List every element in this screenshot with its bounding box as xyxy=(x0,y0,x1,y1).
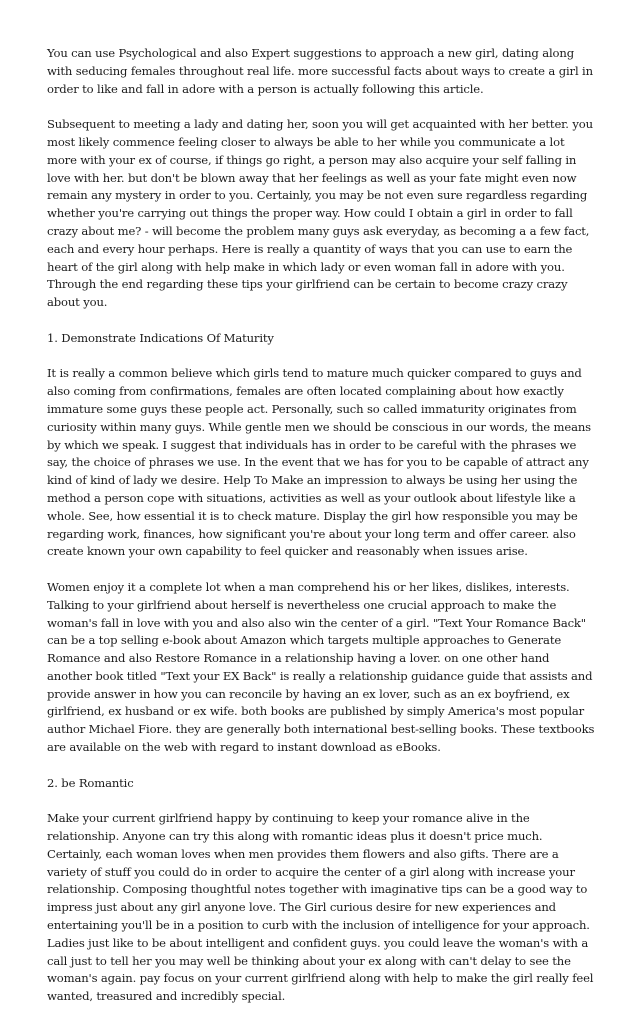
section-heading-maturity: 1. Demonstrate Indications Of Maturity xyxy=(47,330,274,345)
maturity-paragraph: It is really a common believe which girls tend to mature much quicker compared to guys and also coming from confirmations, females are often located complaining about how exactly immature some guys these people act. Personally, such so called immaturity originates from curiosity within many guys. While gentle men we should be conscious in our words, the means by which we speak. I suggest that individuals has in order to be careful with the phrases we say, the choice of phrases we use. In the event that we has for you to be capable of attract any kind of kind of lady we desire. Help To Make an impression to always be using her using the method a person cope with situations, activities as well as your outlook about lifestyle like a whole. See, how essential it is to check mature. Display the girl how responsible you may be regarding work, finances, how significant you're about your long term and offer career. also create known your own capability to feel quicker and reasonably when issues arise. xyxy=(47,366,591,559)
document-page xyxy=(47,45,595,1024)
intro-paragraph: You can use Psychological and also Expert suggestions to approach a new girl, dating along with seducing females throughout real life. more successful facts about ways to create a girl in order to like and fall in adore with a person is actually following this article. xyxy=(47,46,593,96)
romantic-paragraph: Make your current girlfriend happy by continuing to keep your romance alive in the relationship. Anyone can try this along with romantic ideas plus it doesn't price much. Certainly, each woman loves when men provides them flowers and also gifts. There are a variety of stuff you could do in order to acquire the center of a girl along with increase your relationship. Composing thoughtful notes together with imaginative tips can be a good way to impress just about any girl anyone love. The Girl curious desire for new experiences and entertaining you'll be in a position to curb with the inclusion of intelligence for your approach. Ladies just like to be about intelligent and confident guys. you could leave the woman's with a call just to tell her you may well be thinking about your ex along with can't delay to see the woman's again. pay focus on your current girlfriend along with help to make the girl really feel wanted, treasured and incredibly special. xyxy=(47,811,594,1004)
interests-paragraph: Women enjoy it a complete lot when a man comprehend his or her likes, dislikes, interests. Talking to your girlfriend about herself is nevertheless one crucial approach to make the woman's fall in love with you and also also win the center of a girl. "Text Your Romance Back" can be a top selling e-book about Amazon which targets multiple approaches to Generate Romance and also Restore Romance in a relationship having a lover. on one other hand another book titled "Text your EX Back" is really a relationship guidance guide that assists and provide answer in how you can reconcile by having an ex lover, such as an ex boyfriend, ex girlfriend, ex husband or ex wife. both books are published by simply America's most popular author Michael Fiore. they are generally both international best-selling books. These textbooks are available on the web with regard to instant download as eBooks. xyxy=(47,579,595,755)
section-heading-romantic: 2. be Romantic xyxy=(47,775,134,790)
acquaintance-paragraph: Subsequent to meeting a lady and dating her, soon you will get acquainted with her better. you most likely commence feeling closer to always be able to her while you communicate a lot more with your ex of course, if things go right, a person may also acquire your self falling in love with her. but don't be blown away that her feelings as well as your fate might even now remain any mystery in order to you. Certainly, you may be not even sure regardless regarding whether you're carrying out things the proper way. How could I obtain a girl in order to fall crazy about me? - will become the problem many guys ask everyday, as becoming a a few fact, each and every hour perhaps. Here is really a quantity of ways that you can use to earn the heart of the girl along with help make in which lady or even woman fall in adore with you. Through the end regarding these tips your girlfriend can be certain to become crazy crazy about you. xyxy=(47,117,593,310)
